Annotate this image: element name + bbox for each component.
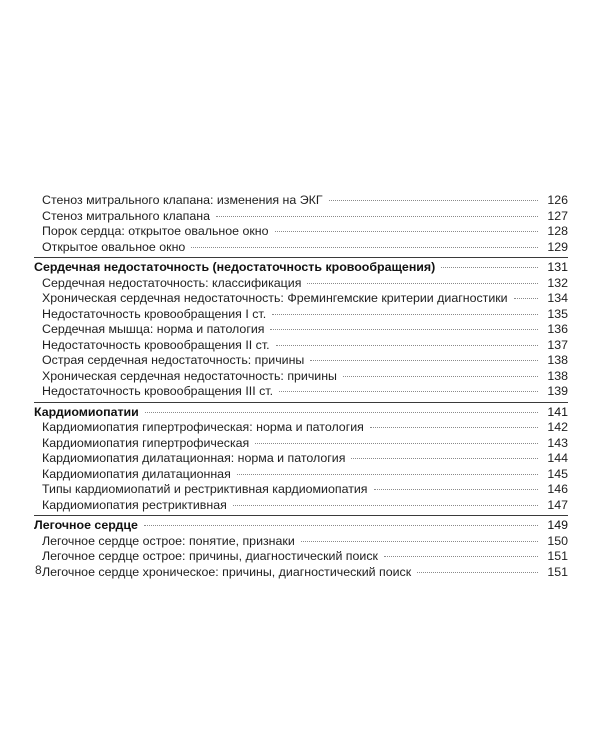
toc-entry[interactable] <box>34 420 568 436</box>
leader-dots <box>329 200 539 201</box>
toc-entry-title: Кардиомиопатия рестриктивная <box>42 497 227 512</box>
toc-entry-page: 144 <box>547 451 568 465</box>
toc-entry-page: 138 <box>547 353 568 367</box>
toc-section-heading[interactable] <box>34 260 568 276</box>
toc-entry-title: Легочное сердце острое: причины, диагностический поиск <box>42 549 378 563</box>
toc-entry-page: 137 <box>547 337 568 352</box>
toc-entry-title: Кардиомиопатия гипертрофическая <box>42 435 250 450</box>
page-number: 8 <box>35 563 42 577</box>
toc-entry-title: Кардиомиопатия гипертрофическая: норма и патология <box>42 420 364 434</box>
toc-entry-page: 129 <box>547 239 568 254</box>
toc-entry-page: 126 <box>547 193 568 207</box>
leader-dots <box>275 231 539 232</box>
toc-entry-page: 127 <box>547 208 568 223</box>
toc-entry-page: 136 <box>547 322 568 336</box>
toc-section-page: 141 <box>547 404 568 419</box>
toc-entry-title: Сердечная мышца: норма и патология <box>42 322 265 336</box>
toc-entry[interactable] <box>34 534 568 550</box>
table-of-contents <box>34 193 568 580</box>
toc-section-heading[interactable] <box>34 405 568 421</box>
toc-entry[interactable] <box>34 240 568 256</box>
toc-entry[interactable] <box>34 291 568 307</box>
toc-entry-title: Порок сердца: открытое овальное окно <box>42 224 269 238</box>
toc-entry-title: Открытое овальное окно <box>42 239 186 254</box>
leader-dots <box>270 329 538 330</box>
leader-dots <box>279 391 538 392</box>
leader-dots <box>351 458 538 459</box>
leader-dots <box>370 427 538 428</box>
toc-entry-title: Хроническая сердечная недостаточность: Фремингемские критерии диагностики <box>42 291 508 305</box>
leader-dots <box>441 267 538 268</box>
leader-dots <box>255 443 538 444</box>
toc-section-title: Легочное сердце <box>34 518 138 532</box>
toc-section-heart-failure <box>34 257 568 400</box>
toc-entry-title: Недостаточность кровообращения I ст. <box>42 306 267 321</box>
toc-entry-title: Стеноз митрального клапана: изменения на ЭКГ <box>42 193 323 207</box>
toc-entry-page: 132 <box>547 275 568 290</box>
toc-entry[interactable] <box>34 467 568 483</box>
toc-entry[interactable] <box>34 498 568 514</box>
toc-entry-title: Острая сердечная недостаточность: причины <box>42 353 305 367</box>
toc-entry[interactable] <box>34 369 568 385</box>
toc-entry[interactable] <box>34 338 568 354</box>
toc-entry-page: 142 <box>547 420 568 434</box>
toc-entry[interactable] <box>34 209 568 225</box>
toc-section-page: 131 <box>547 260 568 274</box>
toc-section-title: Кардиомиопатии <box>34 404 139 419</box>
toc-section-cardiomyopathies <box>34 402 568 514</box>
toc-entry[interactable] <box>34 482 568 498</box>
leader-dots <box>144 525 538 526</box>
leader-dots <box>417 572 538 573</box>
leader-dots <box>216 216 538 217</box>
toc-entry[interactable] <box>34 384 568 400</box>
toc-entry-page: 135 <box>547 306 568 321</box>
toc-entry-title: Сердечная недостаточность: классификация <box>42 275 302 290</box>
toc-entry-title: Кардиомиопатия дилатационная: норма и патология <box>42 451 346 465</box>
toc-entry-page: 128 <box>547 224 568 238</box>
leader-dots <box>233 505 539 506</box>
leader-dots <box>191 247 538 248</box>
toc-entry-title: Стеноз митрального клапана <box>42 208 211 223</box>
leader-dots <box>272 314 538 315</box>
leader-dots <box>145 412 539 413</box>
toc-entry[interactable] <box>34 307 568 323</box>
leader-dots <box>384 556 538 557</box>
toc-entry[interactable] <box>34 276 568 292</box>
toc-entry-page: 139 <box>547 384 568 398</box>
toc-entry-title: Легочное сердце хроническое: причины, диагностический поиск <box>42 564 412 579</box>
leader-dots <box>343 376 538 377</box>
toc-entry-page: 150 <box>547 533 568 548</box>
toc-entry-page: 146 <box>547 482 568 496</box>
toc-entry[interactable] <box>34 224 568 240</box>
toc-entry[interactable] <box>34 436 568 452</box>
toc-entry[interactable] <box>34 565 568 581</box>
leader-dots <box>276 345 539 346</box>
leader-dots <box>514 298 539 299</box>
leader-dots <box>374 489 539 490</box>
toc-entry-title: Недостаточность кровообращения II ст. <box>42 337 270 352</box>
toc-entry-page: 145 <box>547 466 568 481</box>
toc-entry-page: 138 <box>547 368 568 383</box>
toc-section-title: Сердечная недостаточность (недостаточность кровообращения) <box>34 260 436 274</box>
toc-entry-page: 151 <box>547 549 568 563</box>
toc-entry[interactable] <box>34 353 568 369</box>
toc-entry-page: 147 <box>547 497 568 512</box>
toc-intro-group <box>34 193 568 255</box>
toc-entry-page: 151 <box>547 564 568 579</box>
toc-entry-title: Легочное сердце острое: понятие, признаки <box>42 533 295 548</box>
toc-entry-title: Недостаточность кровообращения III ст. <box>42 384 274 398</box>
toc-section-pulmonary-heart <box>34 515 568 580</box>
toc-entry-page: 143 <box>547 435 568 450</box>
toc-entry[interactable] <box>34 193 568 209</box>
leader-dots <box>301 541 539 542</box>
toc-entry[interactable] <box>34 549 568 565</box>
toc-entry[interactable] <box>34 451 568 467</box>
toc-entry-title: Типы кардиомиопатий и рестриктивная кардиомиопатия <box>42 482 368 496</box>
toc-section-page: 149 <box>547 518 568 532</box>
toc-entry-title: Хроническая сердечная недостаточность: причины <box>42 368 337 383</box>
toc-entry-title: Кардиомиопатия дилатационная <box>42 466 231 481</box>
leader-dots <box>307 283 538 284</box>
leader-dots <box>310 360 538 361</box>
toc-entry-page: 134 <box>547 291 568 305</box>
toc-section-heading[interactable] <box>34 518 568 534</box>
toc-entry[interactable] <box>34 322 568 338</box>
leader-dots <box>237 474 539 475</box>
